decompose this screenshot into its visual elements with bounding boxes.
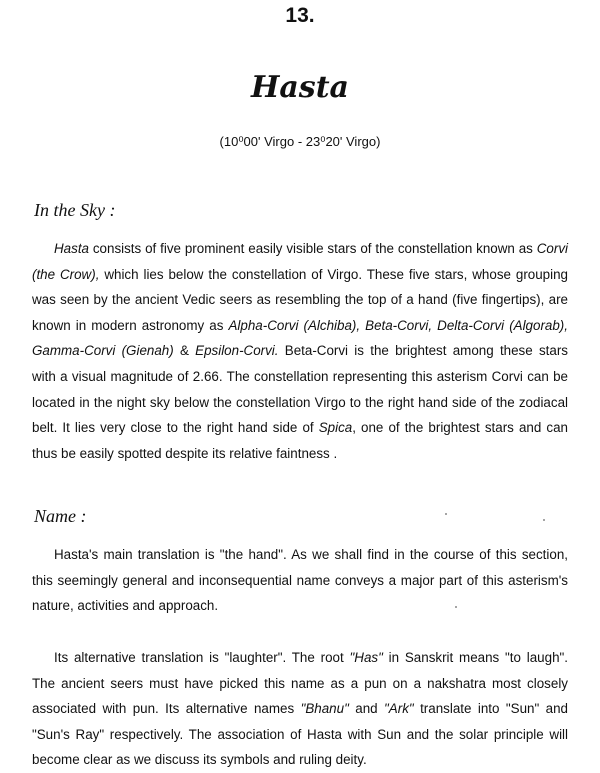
chapter-number: 13. (285, 4, 315, 27)
text-ark: "Ark" (384, 701, 414, 717)
paragraph-name-1 (32, 542, 568, 619)
text-segment: Beta-Corvi is the brightest among these stars with a visual magnitude of 2.66. The constellation representing this asterism Corvi can be located in the night sky below the constellation Virgo to the right hand side of the zodiacal belt. It lies very close to the right hand side of (32, 343, 568, 436)
text-spica: Spica (318, 420, 353, 436)
text-segment: and (348, 701, 385, 717)
text-segment: Its alternative translation is "laughter". The root (54, 650, 350, 665)
paragraph-name-2 (32, 645, 568, 773)
text-segment: which lies below the constellation of Virgo. These five stars, whose grouping was seen by the ancient Vedic seers as resembling the top of a hand (five fingertips), are known in modern astronomy as (32, 266, 568, 333)
paragraph-sky (32, 236, 568, 466)
text-segment: & (173, 343, 196, 359)
text-corvi: Corvi (the Crow), (32, 241, 568, 282)
text-segment: consists of five prominent easily visible stars of the constellation known as (88, 241, 537, 256)
text-epsilon-corvi: Epsilon-Corvi. (195, 343, 279, 359)
scan-speck (543, 519, 545, 521)
text-segment: , one of the brightest stars and can thus be easily spotted despite its relative faintness . (32, 420, 568, 461)
degree-range: (10⁰00' Virgo - 23⁰20' Virgo) (219, 134, 381, 149)
text-has: "Has" (349, 650, 383, 665)
text-bhanu: "Bhanu" (300, 701, 349, 717)
scan-speck (455, 606, 457, 608)
section-heading-sky: In the Sky : (34, 200, 116, 220)
page-title: Hasta (251, 70, 349, 105)
text-hasta: Hasta (54, 241, 89, 256)
text-segment: translate into "Sun" and "Sun's Ray" respectively. The association of Hasta with Sun and the solar principle will become clear as we discuss its symbols and ruling deity. (32, 701, 568, 768)
text-segment: in Sanskrit means "to laugh". The ancient seers must have picked this name as a pun on a nakshatra most closely associated with pun. Its alternative names (32, 650, 568, 717)
text-star-names: Alpha-Corvi (Alchiba), Beta-Corvi, Delta-Corvi (Algorab), Gamma-Corvi (Gienah) (32, 317, 568, 359)
scan-speck (445, 513, 447, 515)
section-heading-name: Name : (34, 506, 87, 526)
text-segment: Hasta's main translation is "the hand". As we shall find in the course of this section, this seemingly general and inconsequential name conveys a major part of this asterism's nature, activities and approach. (32, 547, 568, 614)
